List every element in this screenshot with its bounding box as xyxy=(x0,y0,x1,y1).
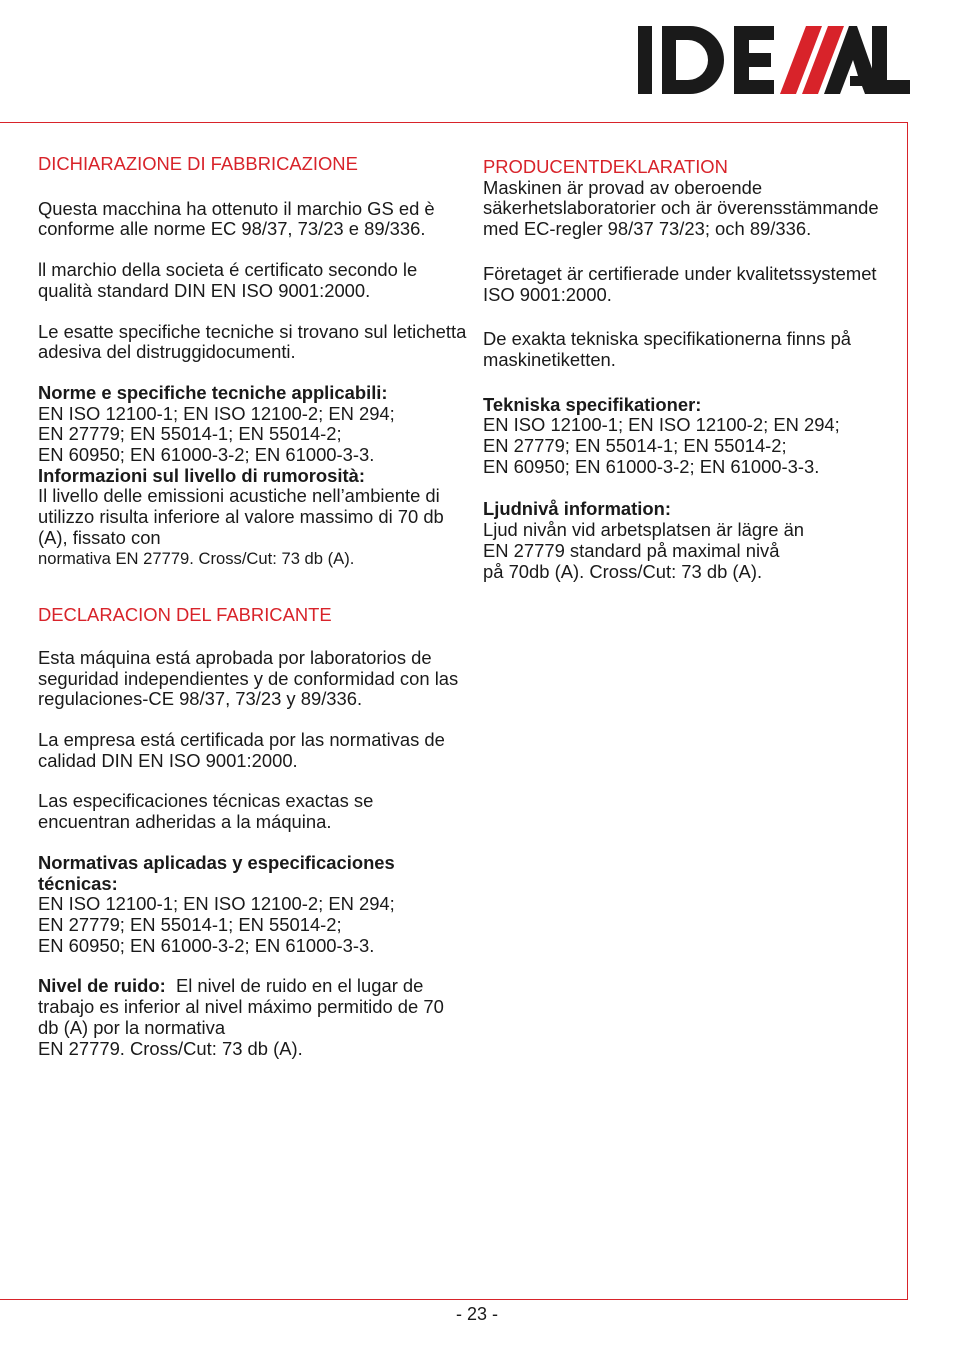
italian-noise-text: Il livello delle emissioni acustiche nell’ambiente di utilizzo risulta inferiore al valore massimo di 70 db (A), fissato con xyxy=(38,485,444,548)
spanish-norms-label: Normativas aplicadas y especificaciones técnicas: xyxy=(38,851,395,894)
page-number: - 23 - xyxy=(455,1304,498,1324)
left-column xyxy=(38,154,468,1059)
logo-text: IDEAL xyxy=(638,24,641,25)
italian-noise-tail: normativa EN 27779. Cross/Cut: 73 db (A). xyxy=(38,548,355,568)
italian-heading: DICHIARAZIONE DI FABBRICAZIONE xyxy=(38,153,358,174)
spanish-paragraph-3: Las especificaciones técnicas exactas se encuentran adheridas a la máquina. xyxy=(38,790,374,833)
swedish-heading: PRODUCENTDEKLARATION xyxy=(483,156,728,177)
right-column xyxy=(483,157,893,582)
ideal-logo xyxy=(638,24,910,96)
swedish-norms-label: Tekniska specifikationer: xyxy=(483,393,702,415)
spanish-paragraph-2: La empresa está certificada por las normativas de calidad DIN EN ISO 9001:2000. xyxy=(38,729,445,771)
italian-norms-line-1: EN ISO 12100-1; EN ISO 12100-2; EN 294; xyxy=(38,402,395,424)
swedish-noise-line-2: EN 27779 standard på maximal nivå xyxy=(483,539,780,561)
italian-norms-line-2: EN 27779; EN 55014-1; EN 55014-2; xyxy=(38,423,342,445)
spanish-norms-line-2: EN 27779; EN 55014-1; EN 55014-2; xyxy=(38,913,342,935)
swedish-norms-line-2: EN 27779; EN 55014-1; EN 55014-2; xyxy=(483,435,787,457)
swedish-noise-label: Ljudnivå information: xyxy=(483,498,671,520)
italian-declaration xyxy=(38,154,468,569)
spanish-noise-tail: EN 27779. Cross/Cut: 73 db (A). xyxy=(38,1037,303,1059)
spanish-declaration xyxy=(38,605,468,1059)
italian-norms-label: Norme e specifiche tecniche applicabili: xyxy=(38,381,388,403)
spanish-paragraph-1: Esta máquina está aprobada por laboratorios de seguridad independientes y de conformidad con las regulaciones-CE 98/37, 73/23 y 89/336. xyxy=(38,646,459,710)
swedish-declaration xyxy=(483,157,893,582)
italian-paragraph-3: Le esatte specifiche tecniche si trovano sul letichetta adesiva del distruggidocumenti. xyxy=(38,320,467,363)
italian-norms-line-3: EN 60950; EN 61000-3-2; EN 61000-3-3. xyxy=(38,444,375,466)
swedish-paragraph-1: Maskinen är provad av oberoende säkerhetslaboratorier och är överensstämmande med EC-regler 98/37 73/23; och 89/336. xyxy=(483,176,879,240)
swedish-norms-line-3: EN 60950; EN 61000-3-2; EN 61000-3-3. xyxy=(483,455,820,477)
swedish-norms-line-1: EN ISO 12100-1; EN ISO 12100-2; EN 294; xyxy=(483,414,840,436)
spanish-noise-label: Nivel de ruido: xyxy=(38,975,166,997)
spanish-norms-line-3: EN 60950; EN 61000-3-2; EN 61000-3-3. xyxy=(38,934,375,956)
italian-paragraph-1: Questa macchina ha ottenuto il marchio GS ed è conforme alle norme EC 98/37, 73/23 e 89/336. xyxy=(38,197,435,240)
italian-noise-label: Informazioni sul livello di rumorosità: xyxy=(38,464,365,486)
spanish-noise-text: El nivel de ruido en el lugar de trabajo es inferior al nivel máximo permitido de 70 db (A) por la normativa xyxy=(38,975,444,1038)
swedish-noise-line-1: Ljud nivån vid arbetsplatsen är lägre än xyxy=(483,519,805,541)
swedish-paragraph-2: Företaget är certifierade under kvalitetssystemet ISO 9001:2000. xyxy=(483,262,877,305)
spanish-heading: DECLARACION DEL FABRICANTE xyxy=(38,604,332,626)
swedish-paragraph-3: De exakta tekniska specifikationerna finns på maskinetiketten. xyxy=(483,328,852,370)
swedish-noise-line-3: på 70db (A). Cross/Cut: 73 db (A). xyxy=(483,560,763,582)
spanish-norms-line-1: EN ISO 12100-1; EN ISO 12100-2; EN 294; xyxy=(38,893,395,915)
italian-paragraph-2: ll marchio della societa é certificato secondo le qualità standard DIN EN ISO 9001:2000. xyxy=(38,259,418,301)
